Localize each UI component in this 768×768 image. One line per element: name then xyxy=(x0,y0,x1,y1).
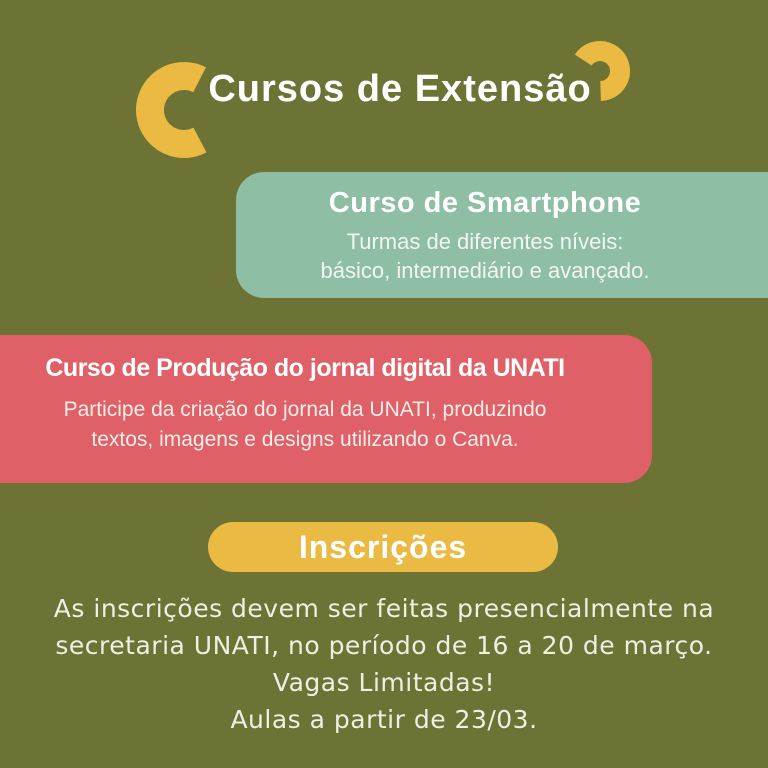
enrollment-info-line: Aulas a partir de 23/03. xyxy=(230,705,538,734)
enrollment-info-line: As inscrições devem ser feitas presencialmente na xyxy=(53,594,715,623)
enrollment-info-line: secretaria UNATI, no período de 16 a 20 de março. xyxy=(55,631,713,660)
description-line: Turmas de diferentes níveis: xyxy=(346,229,624,254)
description-line: textos, imagens e designs utilizando o Canva. xyxy=(91,428,519,451)
description-line: básico, intermediário e avançado. xyxy=(320,258,650,283)
course-card-jornal-title: Curso de Produção do jornal digital da UNATI xyxy=(45,354,565,382)
description-line: Participe da criação do jornal da UNATI, produzindo xyxy=(63,398,547,421)
enrollment-info-line: Vagas Limitadas! xyxy=(272,668,496,697)
course-card-jornal xyxy=(0,335,652,483)
course-card-smartphone-title: Curso de Smartphone xyxy=(328,187,642,219)
inscriptions-button[interactable]: Inscrições xyxy=(208,522,558,572)
course-card-jornal-description xyxy=(10,395,600,455)
page-title: Cursos de Extensão xyxy=(208,68,592,110)
course-card-smartphone-description xyxy=(246,227,724,285)
course-card-smartphone xyxy=(236,172,768,298)
enrollment-info-text xyxy=(0,590,768,738)
